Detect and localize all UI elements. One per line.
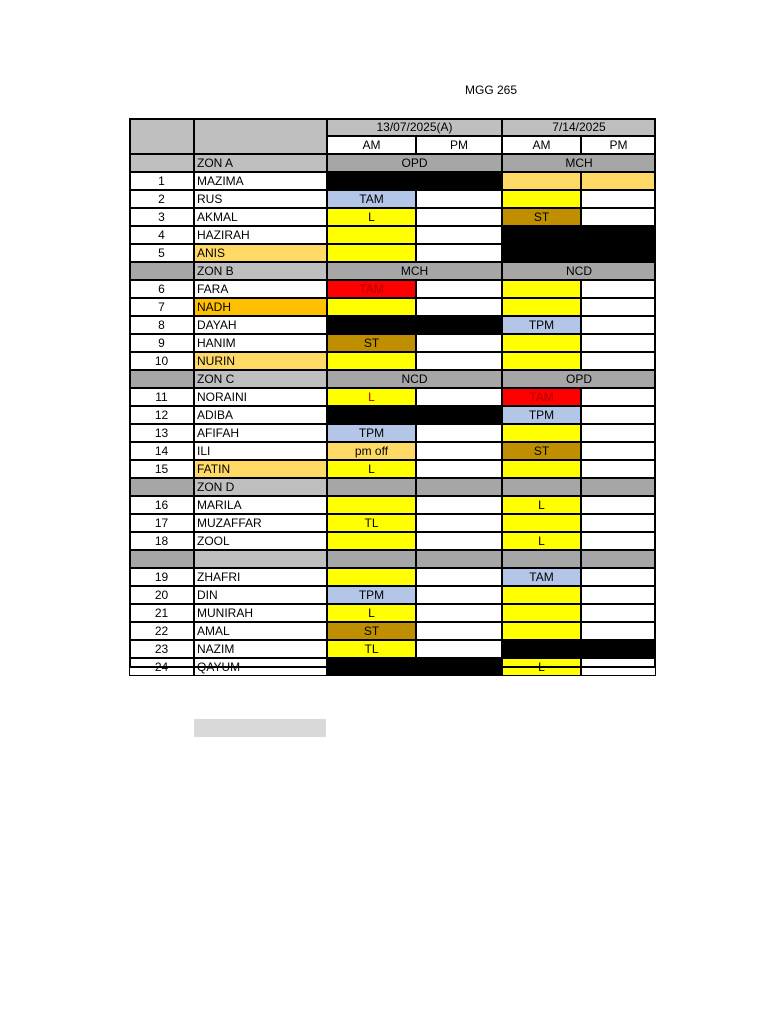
row-number: 15 <box>129 460 194 478</box>
row-number: 17 <box>129 514 194 532</box>
day1-am-cell: L <box>327 460 416 478</box>
staff-name: NORAINI <box>194 388 327 406</box>
zone-day2-location: OPD <box>502 370 656 388</box>
zone-day2-am <box>502 478 581 496</box>
staff-name: AFIFAH <box>194 424 327 442</box>
row-number: 4 <box>129 226 194 244</box>
day1-am-cell: ST <box>327 334 416 352</box>
zone-day1-location: NCD <box>327 370 502 388</box>
day1-pm-cell <box>416 586 502 604</box>
day1-pm-cell <box>416 640 502 658</box>
day1-pm-cell <box>416 622 502 640</box>
day2-am-cell <box>502 586 581 604</box>
day2-pm-cell <box>581 640 656 658</box>
day2-am-cell <box>502 640 581 658</box>
day2-pm-cell <box>581 316 656 334</box>
day2-pm-cell <box>581 622 656 640</box>
zone-number-cell <box>129 550 194 568</box>
zone-number-cell <box>129 154 194 172</box>
day2-pm-cell <box>581 496 656 514</box>
day2-pm-cell <box>581 190 656 208</box>
zone-label: ZON B <box>194 262 327 280</box>
day1-am-cell: L <box>327 388 416 406</box>
day1-am-cell <box>327 172 416 190</box>
staff-name: ZOOL <box>194 532 327 550</box>
day2-am-cell: TPM <box>502 406 581 424</box>
staff-name: RUS <box>194 190 327 208</box>
corner-header <box>129 118 194 154</box>
day1-pm-cell <box>416 244 502 262</box>
day2-am-cell <box>502 460 581 478</box>
zone-label <box>194 550 327 568</box>
day2-pm-cell <box>581 442 656 460</box>
day2-pm-cell <box>581 586 656 604</box>
day1-pm-cell <box>416 298 502 316</box>
day2-am-cell: TAM <box>502 388 581 406</box>
day2-pm-cell <box>581 280 656 298</box>
day2-am-cell <box>502 298 581 316</box>
day1-am-cell <box>327 568 416 586</box>
day1-pm-cell <box>416 388 502 406</box>
day1-pm-cell <box>416 442 502 460</box>
day1-pm-cell <box>416 280 502 298</box>
day2-am-cell: L <box>502 658 581 676</box>
day2-pm-cell <box>581 208 656 226</box>
day2-pm-cell <box>581 388 656 406</box>
row-number: 14 <box>129 442 194 460</box>
staff-name: ADIBA <box>194 406 327 424</box>
day2-pm-cell <box>581 352 656 370</box>
name-header <box>194 118 327 154</box>
day2-am-cell <box>502 226 581 244</box>
staff-name: ANIS <box>194 244 327 262</box>
day2-am-cell: ST <box>502 442 581 460</box>
day2-am-cell <box>502 514 581 532</box>
date2-header: 7/14/2025 <box>502 118 656 136</box>
staff-name: MAZIMA <box>194 172 327 190</box>
day1-pm-cell <box>416 334 502 352</box>
day1-am-cell: TPM <box>327 586 416 604</box>
day1-pm-cell <box>416 424 502 442</box>
day2-am-cell: ST <box>502 208 581 226</box>
day1-am-cell <box>327 532 416 550</box>
am-header: AM <box>327 136 416 154</box>
row-number: 19 <box>129 568 194 586</box>
day2-am-cell <box>502 604 581 622</box>
zone-day1-am <box>327 550 416 568</box>
staff-name: DIN <box>194 586 327 604</box>
staff-name: NURIN <box>194 352 327 370</box>
row-number: 7 <box>129 298 194 316</box>
row-number: 20 <box>129 586 194 604</box>
staff-name: FATIN <box>194 460 327 478</box>
day1-pm-cell <box>416 352 502 370</box>
day2-pm-cell <box>581 658 656 676</box>
day1-am-cell: L <box>327 604 416 622</box>
day1-pm-cell <box>416 190 502 208</box>
staff-name: NAZIM <box>194 640 327 658</box>
day1-pm-cell <box>416 568 502 586</box>
day1-am-cell <box>327 226 416 244</box>
day2-am-cell: TPM <box>502 316 581 334</box>
row-number: 11 <box>129 388 194 406</box>
zone-day1-pm <box>416 550 502 568</box>
row-number: 18 <box>129 532 194 550</box>
zone-day2-pm <box>581 550 656 568</box>
day2-am-cell <box>502 172 581 190</box>
day2-pm-cell <box>581 244 656 262</box>
page-title: MGG 265 <box>464 83 518 97</box>
row-number: 3 <box>129 208 194 226</box>
row-number: 23 <box>129 640 194 658</box>
day1-am-cell <box>327 298 416 316</box>
row-number: 13 <box>129 424 194 442</box>
zone-label: ZON A <box>194 154 327 172</box>
footer-grey-bar <box>194 719 326 737</box>
zone-day2-location: NCD <box>502 262 656 280</box>
day2-am-cell: L <box>502 532 581 550</box>
day2-pm-cell <box>581 532 656 550</box>
row-number: 16 <box>129 496 194 514</box>
day1-am-cell: TAM <box>327 280 416 298</box>
row-number: 6 <box>129 280 194 298</box>
day2-pm-cell <box>581 406 656 424</box>
day2-pm-cell <box>581 568 656 586</box>
zone-day2-am <box>502 550 581 568</box>
zone-label: ZON D <box>194 478 327 496</box>
day1-am-cell <box>327 316 416 334</box>
am-header: AM <box>502 136 581 154</box>
zone-day1-pm <box>416 478 502 496</box>
day1-pm-cell <box>416 406 502 424</box>
day1-am-cell <box>327 496 416 514</box>
day2-am-cell <box>502 352 581 370</box>
day2-am-cell <box>502 244 581 262</box>
staff-name: AKMAL <box>194 208 327 226</box>
zone-day2-pm <box>581 478 656 496</box>
day1-pm-cell <box>416 496 502 514</box>
staff-name: NADH <box>194 298 327 316</box>
staff-name: HAZIRAH <box>194 226 327 244</box>
day1-pm-cell <box>416 208 502 226</box>
day1-pm-cell <box>416 172 502 190</box>
day1-am-cell <box>327 658 416 676</box>
day2-am-cell: L <box>502 496 581 514</box>
staff-name: FARA <box>194 280 327 298</box>
day2-am-cell: TAM <box>502 568 581 586</box>
day2-pm-cell <box>581 424 656 442</box>
day1-am-cell: TL <box>327 640 416 658</box>
day2-pm-cell <box>581 226 656 244</box>
zone-day1-location: MCH <box>327 262 502 280</box>
day1-pm-cell <box>416 658 502 676</box>
staff-name: MARILA <box>194 496 327 514</box>
day2-pm-cell <box>581 298 656 316</box>
pm-header: PM <box>416 136 502 154</box>
day1-pm-cell <box>416 514 502 532</box>
zone-number-cell <box>129 370 194 388</box>
zone-number-cell <box>129 478 194 496</box>
day1-am-cell: TAM <box>327 190 416 208</box>
day2-am-cell <box>502 334 581 352</box>
row-number: 8 <box>129 316 194 334</box>
day2-pm-cell <box>581 460 656 478</box>
staff-name: ILI <box>194 442 327 460</box>
staff-name: DAYAH <box>194 316 327 334</box>
date1-header: 13/07/2025(A) <box>327 118 502 136</box>
zone-day2-location: MCH <box>502 154 656 172</box>
row-number: 12 <box>129 406 194 424</box>
day2-am-cell <box>502 280 581 298</box>
staff-name: MUZAFFAR <box>194 514 327 532</box>
day2-am-cell <box>502 424 581 442</box>
day2-pm-cell <box>581 604 656 622</box>
row-number: 5 <box>129 244 194 262</box>
staff-name: QAYUM <box>194 658 327 676</box>
staff-name: AMAL <box>194 622 327 640</box>
day1-am-cell: TL <box>327 514 416 532</box>
day2-pm-cell <box>581 334 656 352</box>
day2-am-cell <box>502 190 581 208</box>
row-number: 22 <box>129 622 194 640</box>
row-number: 2 <box>129 190 194 208</box>
row-number: 9 <box>129 334 194 352</box>
day1-am-cell: TPM <box>327 424 416 442</box>
day1-pm-cell <box>416 532 502 550</box>
staff-name: ZHAFRI <box>194 568 327 586</box>
staff-name: HANIM <box>194 334 327 352</box>
zone-day1-location: OPD <box>327 154 502 172</box>
day1-pm-cell <box>416 604 502 622</box>
day1-pm-cell <box>416 226 502 244</box>
row-number: 1 <box>129 172 194 190</box>
row-number: 10 <box>129 352 194 370</box>
day1-am-cell <box>327 406 416 424</box>
day1-am-cell: pm off <box>327 442 416 460</box>
day1-am-cell: ST <box>327 622 416 640</box>
day2-am-cell <box>502 622 581 640</box>
day2-pm-cell <box>581 514 656 532</box>
day1-am-cell <box>327 352 416 370</box>
pm-header: PM <box>581 136 656 154</box>
staff-name: MUNIRAH <box>194 604 327 622</box>
schedule-sheet <box>129 118 656 674</box>
row-number: 21 <box>129 604 194 622</box>
day1-pm-cell <box>416 460 502 478</box>
day1-pm-cell <box>416 316 502 334</box>
day1-am-cell <box>327 244 416 262</box>
day2-pm-cell <box>581 172 656 190</box>
zone-number-cell <box>129 262 194 280</box>
zone-label: ZON C <box>194 370 327 388</box>
zone-day1-am <box>327 478 416 496</box>
day1-am-cell: L <box>327 208 416 226</box>
row-number: 24 <box>129 658 194 676</box>
